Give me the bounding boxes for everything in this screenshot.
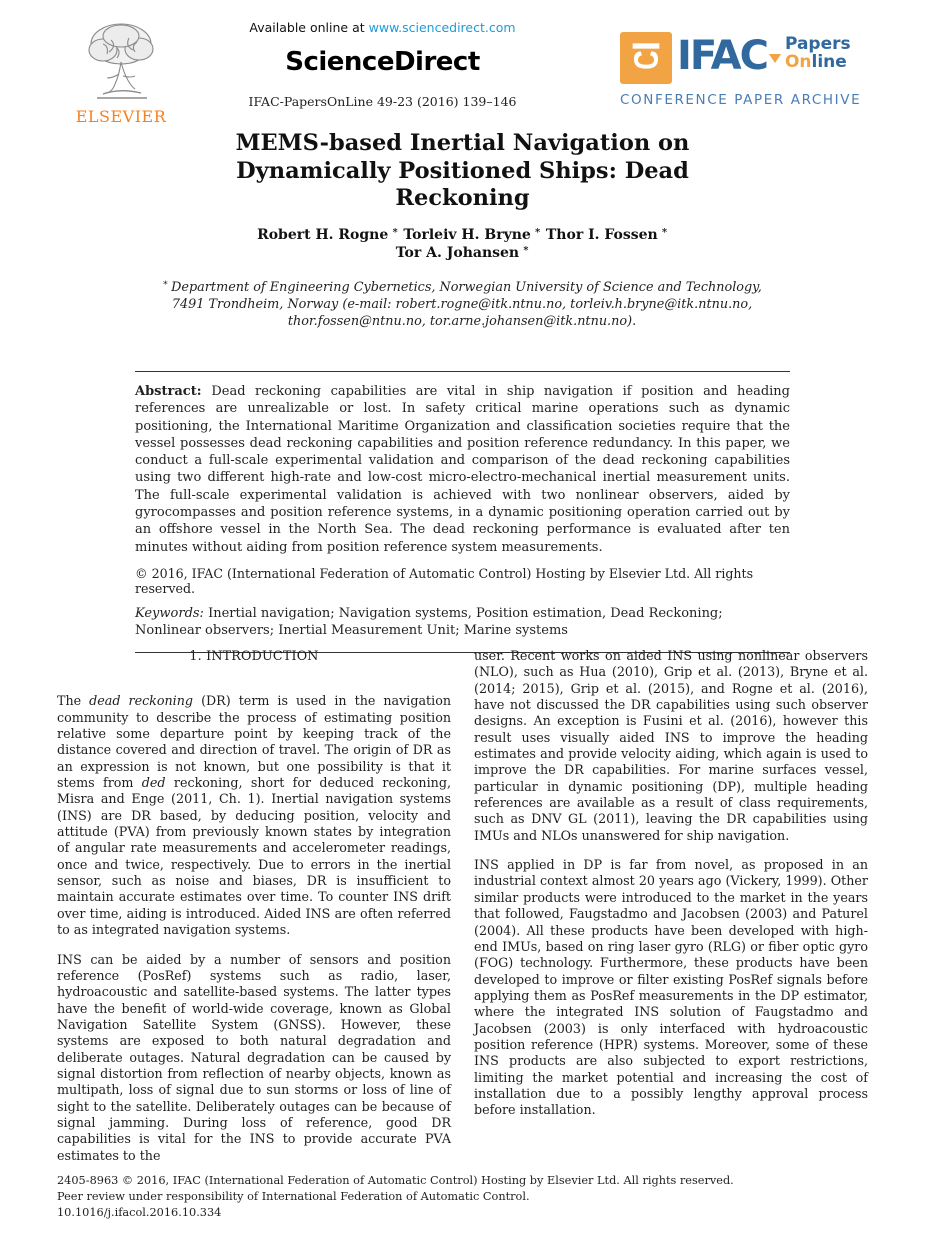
author-line-1: Robert H. Rogne ∗ Torleiv H. Bryne ∗ Thor I. Fossen ∗ — [257, 225, 668, 243]
paragraph: INS can be aided by a number of sensors and position reference (PosRef) systems such as radio, laser, hydroacoustic and satellite-based systems. The latter types have the benefit of world-wide coverage, known as Global Navigation Satellite System (GNSS). However, these systems are exposed to both natural degradation and deliberate outages. Natural degradation can be caused by signal distortion from reflection of nearby objects, known as multipath, loss of signal due to sun storms or loss of line of sight to the satellite. Deliberately outages can be because of signal jamming. During loss of reference, good DR capabilities is vital for the INS to provide accurate PVA estimates to the — [57, 951, 451, 1163]
title-line-1: MEMS-based Inertial Navigation on — [235, 130, 690, 156]
title-line-3: Reckoning — [395, 185, 530, 211]
section-heading-introduction: 1. INTRODUCTION — [189, 648, 319, 663]
title-line-2: Dynamically Positioned Ships: Dead — [236, 157, 689, 184]
sciencedirect-link[interactable]: www.sciencedirect.com — [368, 20, 516, 35]
copyright-line: © 2016, IFAC (International Federation of Automatic Control) Hosting by Elsevier Ltd. All rights reserved. — [135, 565, 754, 596]
keywords-line: Keywords: Inertial navigation; Navigation systems, Position estimation, Dead Reckoning; Nonlinear observers; Inertial Measurement Unit; Marine systems — [135, 605, 723, 639]
doi-line: 10.1016/j.ifacol.2016.10.334 — [57, 1206, 222, 1219]
available-online-line — [249, 20, 515, 35]
issn-copyright-line: 2405-8963 © 2016, IFAC (International Federation of Automatic Control) Hosting by Elsevier Ltd. All rights reserved. — [57, 1174, 734, 1187]
masthead — [57, 18, 870, 126]
author-line-2: Tor A. Johansen ∗ — [395, 243, 530, 261]
ifac-triangle-icon — [769, 54, 781, 63]
left-column — [57, 648, 451, 1177]
paragraph: user. Recent works on aided INS using nonlinear observers (NLO), such as Hua (2010), Grip et al. (2013), Bryne et al. (2014; 2015), Grip et al. (2015), and Rogne et al. (2016), have not discussed the DR capabilities using such observer designs. An exception is Fusini et al. (2016), however this result uses visually aided INS to improve the heading estimates and provide velocity aiding, which again is used to improve the DR capabilities. For marine surfaces vessel, particular in dynamic positioning (DP), multiple heading references are available as a result of class requirements, such as DNV GL (2011), leaving the DR capabilities using IMUs and NLOs unanswered for ship navigation. — [474, 648, 868, 843]
masthead-center — [145, 18, 620, 109]
paper-title — [0, 130, 925, 213]
sciencedirect-wordmark: ScienceDirect — [285, 47, 480, 77]
ifac-acronym: IFAC — [677, 33, 767, 79]
conference-paper-archive-label: CONFERENCE PAPER ARCHIVE — [620, 92, 862, 108]
affiliation: ∗ Department of Engineering Cybernetics, Norwegian University of Science and Technology, 7491 Trondheim, Norway (e-mail: robert.rogne@itk.ntnu.no, torleiv.h.bryne@itk.ntnu.no, thor.fossen@ntnu.no, tor.arne.johansen@itk.ntnu.no). — [162, 278, 762, 329]
right-column — [474, 648, 868, 1177]
author-list — [0, 226, 925, 262]
elsevier-wordmark: ELSEVIER — [75, 107, 167, 126]
ifac-symbol-icon — [620, 32, 672, 84]
abstract-text: Abstract: Dead reckoning capabilities are vital in ship navigation if position and heading references are unrealizable or lost. In safety critical marine operations such as dynamic positioning, the International Maritime Organization and classification societies require that the vessel possesses dead reckoning capabilities and position reference redundancy. In this paper, we conduct a full-scale experimental validation and comparison of the dead reckoning capabilities using two different high-rate and low-cost micro-electro-mechanical inertial measurement units. The full-scale experimental validation is achieved with two nonlinear observers, aided by gyrocompasses and position reference systems, in a dynamic positioning operation carried out by an offshore vessel in the North Sea. The dead reckoning performance is evaluated after ten minutes without aiding from position reference system measurements. — [135, 384, 790, 555]
available-online-text: Available online at — [249, 20, 369, 35]
peer-review-line: Peer review under responsibility of International Federation of Automatic Control. — [57, 1190, 530, 1203]
ifac-logo — [620, 18, 870, 108]
footer — [57, 1173, 877, 1221]
papers-online-label: Papers Online — [784, 34, 851, 72]
abstract-block — [135, 371, 790, 653]
paragraph: INS applied in DP is far from novel, as proposed in an industrial context almost 20 years ago (Vickery, 1999). Other similar products were introduced to the market in the years that followed, Faugstadmo and Jacobsen (2003) and Paturel (2004). All these products have been developed with high-end IMUs, based on ring laser gyro (RLG) or fiber optic gyro (FOG) technology. Furthermore, these products have been developed to improve or filter existing PosRef signals before applying them as PosRef measurements in the DP estimator, where the integrated INS solution of Faugstadmo and Jacobsen (2003) is only interfaced with hydroacoustic position reference (HPR) systems. Moreover, some of these INS products are also subjected to export restrictions, limiting the market potential and increasing the cost of installation due to a possibly lengthy approval process before installation. — [474, 857, 868, 1118]
body-columns — [57, 648, 868, 1177]
journal-citation: IFAC-PapersOnLine 49-23 (2016) 139–146 — [248, 94, 517, 109]
paragraph: The dead reckoning (DR) term is used in the navigation community to describe the process of estimating position relative some departure point by keeping track of the distance covered and direction of travel. The origin of DR as an expression is not known, but one possibility is that it stems from ded reckoning, short for deduced reckoning, Misra and Enge (2011, Ch. 1). Inertial navigation systems (INS) are DR based, by deducing position, velocity and attitude (PVA) from previously known states by integration of angular rate measurements and accelerometer readings, once and twice, respectively. Due to errors in the inertial sensor, such as noise and biases, DR is insufficient to maintain accurate estimates over time. To counter INS drift over time, aiding is introduced. Aided INS are often referred to as integrated navigation systems. — [57, 693, 451, 938]
